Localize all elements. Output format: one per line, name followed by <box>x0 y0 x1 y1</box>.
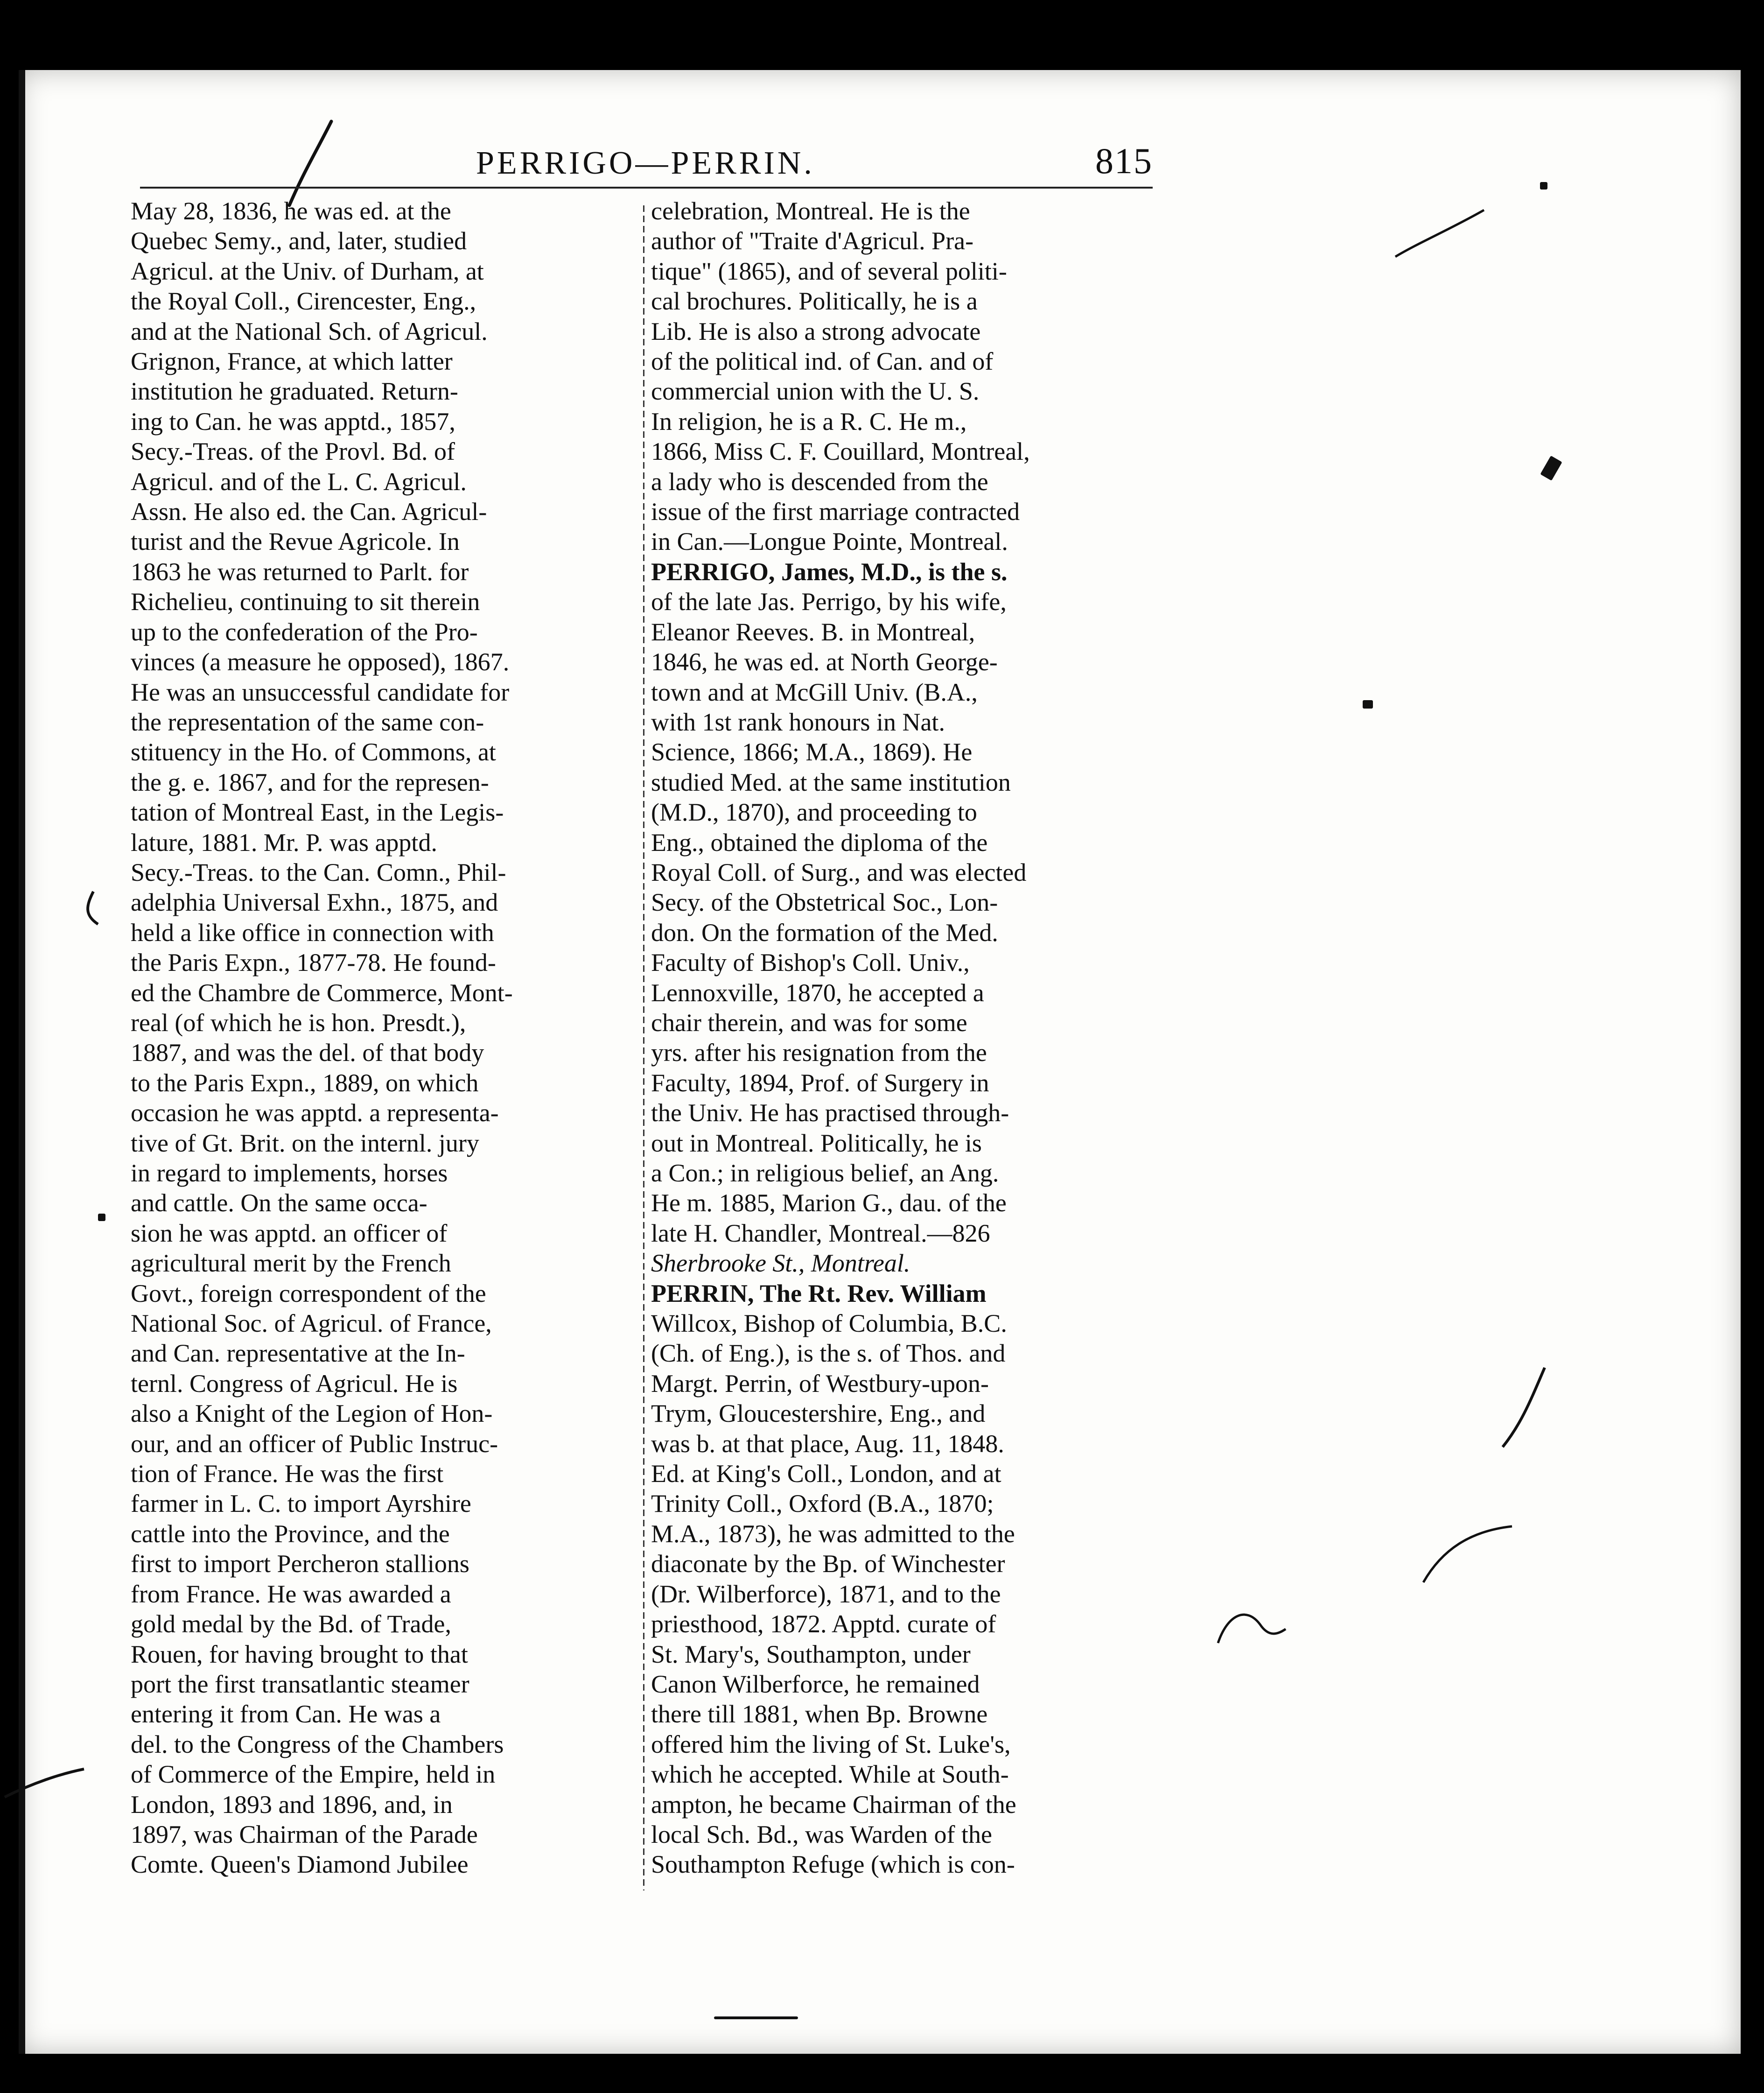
text-line: institution he graduated. Return- <box>131 377 458 406</box>
text-line: 1846, he was ed. at North George- <box>651 648 998 676</box>
text-line: a lady who is descended from the <box>651 467 988 496</box>
margin-scribble-6 <box>75 887 112 929</box>
text-line: first to import Percheron stallions <box>131 1550 469 1578</box>
column-divider <box>643 205 644 1890</box>
text-line: agricultural merit by the French <box>131 1249 451 1278</box>
page-number: 815 <box>1095 140 1153 181</box>
text-line: our, and an officer of Public Instruc- <box>131 1429 498 1458</box>
text-line: tation of Montreal East, in the Legis- <box>131 798 504 827</box>
ink-dot <box>98 1214 105 1221</box>
text-line: Agricul. and of the L. C. Agricul. <box>131 467 467 496</box>
text-line: M.A., 1873), he was admitted to the <box>651 1519 1015 1548</box>
page-header-title: PERRIGO—PERRIN. <box>476 145 815 181</box>
text-line: commercial union with the U. S. <box>651 377 980 406</box>
text-line: port the first transatlantic steamer <box>131 1670 469 1698</box>
page-left-edge <box>19 70 25 2054</box>
ink-dot <box>1363 700 1373 709</box>
text-line: in regard to implements, horses <box>131 1159 448 1187</box>
text-line: adelphia Universal Exhn., 1875, and <box>131 888 498 917</box>
text-line: held a like office in connection with <box>131 918 494 947</box>
text-line: Willcox, Bishop of Columbia, B.C. <box>651 1309 1007 1338</box>
text-line: Secy.-Treas. to the Can. Comn., Phil- <box>131 858 506 886</box>
text-line: Comte. Queen's Diamond Jubilee <box>131 1850 469 1879</box>
text-line: 1897, was Chairman of the Parade <box>131 1820 478 1848</box>
text-line: Richelieu, continuing to sit therein <box>131 588 480 616</box>
text-line: studied Med. at the same institution <box>651 768 1011 796</box>
text-line: gold medal by the Bd. of Trade, <box>131 1610 451 1638</box>
text-line: stituency in the Ho. of Commons, at <box>131 738 496 766</box>
text-line: Faculty of Bishop's Coll. Univ., <box>651 948 970 977</box>
text-line: of Commerce of the Empire, held in <box>131 1760 496 1789</box>
text-line: turist and the Revue Agricole. In <box>131 527 460 556</box>
text-line: (M.D., 1870), and proceeding to <box>651 798 977 827</box>
text-line: lature, 1881. Mr. P. was apptd. <box>131 828 437 857</box>
text-line: Secy. of the Obstetrical Soc., Lon- <box>651 888 998 917</box>
text-line: of the late Jas. Perrigo, by his wife, <box>651 588 1007 616</box>
text-line: Trym, Gloucestershire, Eng., and <box>651 1399 986 1428</box>
text-line: Rouen, for having brought to that <box>131 1640 468 1668</box>
text-line: there till 1881, when Bp. Browne <box>651 1700 988 1728</box>
text-line: Royal Coll. of Surg., and was elected <box>651 858 1027 886</box>
text-line: 1863 he was returned to Parlt. for <box>131 557 469 586</box>
margin-scribble-3 <box>1419 1512 1521 1587</box>
text-line: del. to the Congress of the Chambers <box>131 1730 504 1758</box>
text-line: He m. 1885, Marion G., dau. of the <box>651 1189 1007 1217</box>
text-line: the Royal Coll., Cirencester, Eng., <box>131 287 476 316</box>
text-line: (Dr. Wilberforce), 1871, and to the <box>651 1580 1001 1608</box>
text-line: the representation of the same con- <box>131 708 484 736</box>
text-line: sion he was apptd. an officer of <box>131 1219 448 1247</box>
text-line: tion of France. He was the first <box>131 1460 444 1488</box>
text-line: Faculty, 1894, Prof. of Surgery in <box>651 1068 989 1097</box>
text-line: Quebec Semy., and, later, studied <box>131 227 467 255</box>
text-line: Lib. He is also a strong advocate <box>651 317 981 345</box>
text-line: up to the confederation of the Pro- <box>131 618 478 646</box>
text-line: 1887, and was the del. of that body <box>131 1039 484 1067</box>
running-header <box>476 135 1153 187</box>
text-line: Science, 1866; M.A., 1869). He <box>651 738 973 766</box>
text-line: tive of Gt. Brit. on the internl. jury <box>131 1129 479 1157</box>
text-line: Ed. at King's Coll., London, and at <box>651 1460 1001 1488</box>
text-line: Secy.-Treas. of the Provl. Bd. of <box>131 437 455 466</box>
text-line: Govt., foreign correspondent of the <box>131 1279 486 1307</box>
text-line: Eng., obtained the diploma of the <box>651 828 988 857</box>
right-column <box>651 196 1155 1909</box>
text-line: ternl. Congress of Agricul. He is <box>131 1369 458 1398</box>
text-line: don. On the formation of the Med. <box>651 918 998 947</box>
header-rule <box>140 187 1153 189</box>
text-line: tique" (1865), and of several politi- <box>651 257 1007 285</box>
text-line: Lennoxville, 1870, he accepted a <box>651 978 984 1007</box>
text-line: from France. He was awarded a <box>131 1580 451 1608</box>
text-line: 1866, Miss C. F. Couillard, Montreal, <box>651 437 1030 466</box>
text-line: entering it from Can. He was a <box>131 1700 441 1728</box>
text-line: and at the National Sch. of Agricul. <box>131 317 488 345</box>
text-line: yrs. after his resignation from the <box>651 1039 987 1067</box>
margin-scribble-2 <box>1493 1363 1559 1456</box>
text-line: St. Mary's, Southampton, under <box>651 1640 971 1668</box>
text-line: was b. at that place, Aug. 11, 1848. <box>651 1429 1004 1458</box>
text-line: the g. e. 1867, and for the represen- <box>131 768 489 796</box>
text-line: priesthood, 1872. Apptd. curate of <box>651 1610 996 1638</box>
left-column <box>131 196 635 1909</box>
text-line: vinces (a measure he opposed), 1867. <box>131 648 510 676</box>
text-line: National Soc. of Agricul. of France, <box>131 1309 492 1338</box>
text-line: Grignon, France, at which latter <box>131 347 453 376</box>
text-line: celebration, Montreal. He is the <box>651 197 970 225</box>
text-line: local Sch. Bd., was Warden of the <box>651 1820 992 1848</box>
ink-dot <box>714 2016 798 2019</box>
text-line: the Paris Expn., 1877-78. He found- <box>131 948 496 977</box>
text-line: ampton, he became Chairman of the <box>651 1790 1016 1819</box>
text-line: Canon Wilberforce, he remained <box>651 1670 980 1698</box>
text-line: and cattle. On the same occa- <box>131 1189 427 1217</box>
text-line: In religion, he is a R. C. He m., <box>651 407 967 435</box>
text-line: author of "Traite d'Agricul. Pra- <box>651 227 974 255</box>
entry-heading-perrin: PERRIN, The Rt. Rev. William <box>651 1279 987 1307</box>
text-line: the Univ. He has practised through- <box>651 1099 1009 1127</box>
margin-scribble-5 <box>0 1764 89 1802</box>
text-line: real (of which he is hon. Presdt.), <box>131 1008 466 1037</box>
entry-heading-perrigo: PERRIGO, James, M.D., is the s. <box>651 557 1008 586</box>
text-line: a Con.; in religious belief, an Ang. <box>651 1159 999 1187</box>
text-line: London, 1893 and 1896, and, in <box>131 1790 453 1819</box>
text-line: Sherbrooke St., Montreal. <box>651 1249 910 1278</box>
text-line: issue of the first marriage contracted <box>651 498 1020 526</box>
text-line: Agricul. at the Univ. of Durham, at <box>131 257 484 285</box>
text-line: Margt. Perrin, of Westbury-upon- <box>651 1369 989 1398</box>
text-line: cal brochures. Politically, he is a <box>651 287 978 316</box>
text-line: chair therein, and was for some <box>651 1008 967 1037</box>
text-line: which he accepted. While at South- <box>651 1760 1009 1789</box>
text-line: ed the Chambre de Commerce, Mont- <box>131 978 513 1007</box>
text-line: Assn. He also ed. the Can. Agricul- <box>131 498 487 526</box>
text-line: town and at McGill Univ. (B.A., <box>651 678 978 706</box>
text-line: Southampton Refuge (which is con- <box>651 1850 1015 1879</box>
text-line: and Can. representative at the In- <box>131 1339 465 1368</box>
text-line: cattle into the Province, and the <box>131 1519 450 1548</box>
margin-scribble-1 <box>1391 201 1493 266</box>
text-line: farmer in L. C. to import Ayrshire <box>131 1489 471 1518</box>
text-line: out in Montreal. Politically, he is <box>651 1129 982 1157</box>
text-line: Trinity Coll., Oxford (B.A., 1870; <box>651 1489 994 1518</box>
ink-dot <box>1540 182 1547 190</box>
text-line: He was an unsuccessful candidate for <box>131 678 510 706</box>
text-line: offered him the living of St. Luke's, <box>651 1730 1011 1758</box>
text-line: Eleanor Reeves. B. in Montreal, <box>651 618 975 646</box>
margin-scribble-4 <box>1213 1596 1288 1648</box>
text-line: of the political ind. of Can. and of <box>651 347 994 376</box>
text-line: occasion he was apptd. a representa- <box>131 1099 499 1127</box>
text-line: in Can.—Longue Pointe, Montreal. <box>651 527 1008 556</box>
text-line: (Ch. of Eng.), is the s. of Thos. and <box>651 1339 1006 1368</box>
text-line: May 28, 1836, he was ed. at the <box>131 197 451 225</box>
text-line: to the Paris Expn., 1889, on which <box>131 1068 479 1097</box>
text-line: diaconate by the Bp. of Winchester <box>651 1550 1005 1578</box>
text-line: also a Knight of the Legion of Hon- <box>131 1399 493 1428</box>
text-line: late H. Chandler, Montreal.—826 <box>651 1219 990 1247</box>
text-line: ing to Can. he was apptd., 1857, <box>131 407 455 435</box>
text-line: with 1st rank honours in Nat. <box>651 708 945 736</box>
